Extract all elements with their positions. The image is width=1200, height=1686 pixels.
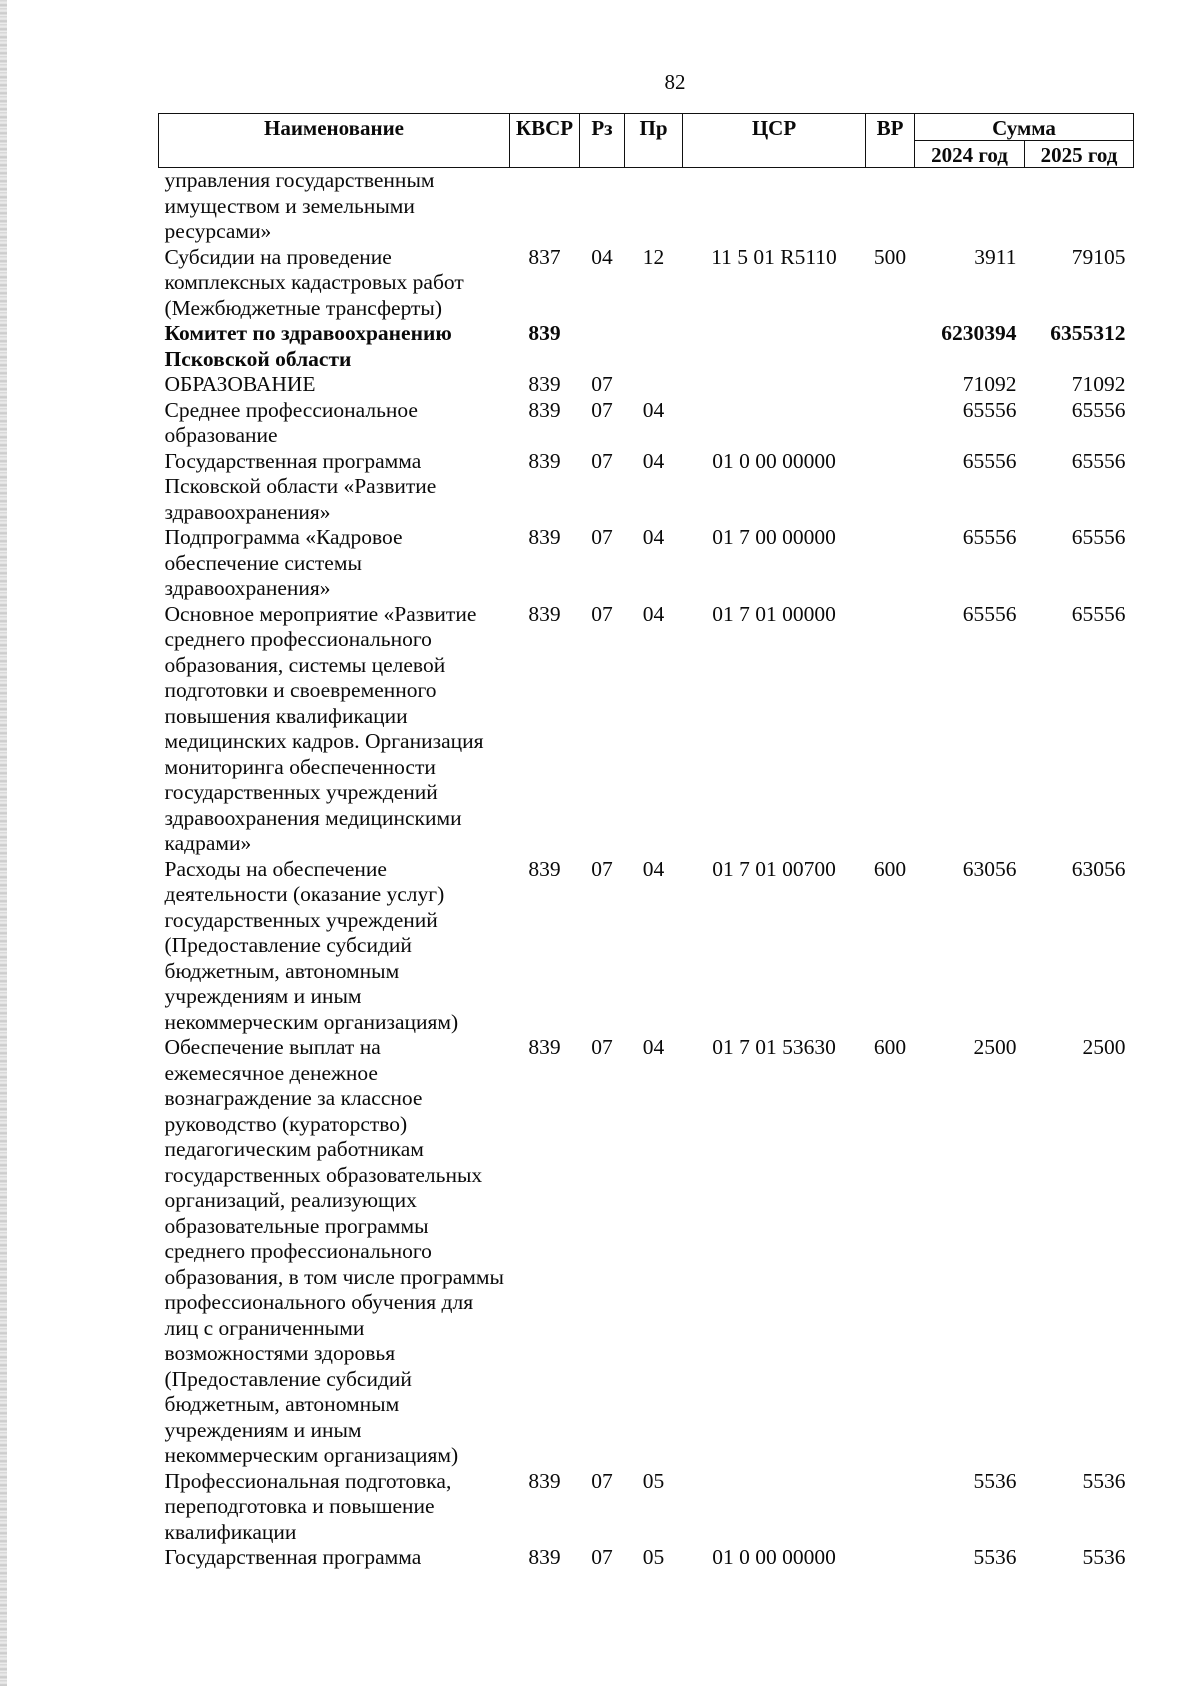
table-row bbox=[159, 1035, 1134, 1469]
cell-kvsr: 839 bbox=[528, 601, 561, 626]
header-year-2024: 2024 год bbox=[915, 141, 1025, 168]
cell-sum-2025: 5536 bbox=[1082, 1468, 1126, 1493]
cell-csr: 01 7 01 00000 bbox=[712, 601, 836, 626]
table-row bbox=[159, 372, 1134, 398]
cell-vr bbox=[866, 398, 915, 449]
cell-kvsr: 839 bbox=[528, 372, 561, 396]
cell-sum-2024: 5536 bbox=[973, 1468, 1017, 1493]
cell-pr: 04 bbox=[642, 856, 665, 881]
cell-sum-2025: 65556 bbox=[1071, 397, 1126, 422]
cell-pr bbox=[625, 372, 683, 398]
cell-kvsr bbox=[510, 168, 580, 245]
cell-rz: 07 bbox=[591, 525, 613, 549]
cell-csr: 01 0 00 00000 bbox=[712, 448, 836, 473]
cell-rz: 07 bbox=[591, 1035, 613, 1059]
cell-csr bbox=[683, 398, 866, 449]
cell-sum-2025: 71092 bbox=[1071, 372, 1126, 396]
cell-pr: 04 bbox=[642, 525, 665, 549]
page-number: 82 bbox=[664, 70, 686, 94]
table-row bbox=[159, 168, 1134, 245]
header-kvsr: КВСР bbox=[510, 114, 580, 168]
cell-sum-2024: 5536 bbox=[973, 1545, 1017, 1569]
cell-vr bbox=[866, 602, 915, 857]
header-pr: Пр bbox=[625, 114, 683, 168]
cell-name: Субсидии на проведение комплексных кадастровых работ (Межбюджетные трансферты) bbox=[164, 244, 464, 320]
cell-name: ОБРАЗОВАНИЕ bbox=[164, 372, 316, 396]
cell-vr bbox=[866, 1469, 915, 1546]
cell-sum-2025: 2500 bbox=[1082, 1035, 1126, 1059]
cell-sum-2025: 63056 bbox=[1071, 856, 1126, 881]
cell-sum-2024: 65556 bbox=[962, 601, 1017, 626]
cell-pr: 04 bbox=[642, 448, 665, 473]
cell-vr bbox=[866, 525, 915, 602]
table-row bbox=[159, 245, 1134, 322]
cell-name: Обеспечение выплат на ежемесячное денежное вознаграждение за классное руководство (кураторство) педагогическим работникам государственных образовательных организаций, реализующих образовательные программы среднего профессионального образования, в том числе программы профессионального обучения для лиц с ограниченными возможностями здоровья (Предоставление субсидий бюджетным, автономным учреждениям и иным некоммерческим организациям) bbox=[164, 1035, 504, 1467]
cell-sum-2025 bbox=[1025, 168, 1134, 245]
cell-kvsr: 839 bbox=[528, 321, 561, 345]
header-name: Наименование bbox=[159, 114, 510, 168]
cell-vr bbox=[866, 168, 915, 245]
table-row bbox=[159, 525, 1134, 602]
table-row bbox=[159, 1469, 1134, 1546]
cell-vr: 600 bbox=[873, 1035, 907, 1059]
cell-rz: 07 bbox=[591, 1545, 613, 1569]
cell-name: Комитет по здравоохранению Псковской области bbox=[164, 321, 452, 371]
table-row bbox=[159, 321, 1134, 372]
cell-pr: 12 bbox=[642, 244, 665, 269]
cell-sum-2024 bbox=[915, 168, 1025, 245]
cell-vr bbox=[866, 321, 915, 372]
cell-kvsr: 839 bbox=[528, 856, 561, 881]
header-sum: Сумма bbox=[915, 114, 1134, 141]
cell-sum-2025: 6355312 bbox=[1050, 321, 1126, 345]
table-row bbox=[159, 398, 1134, 449]
cell-kvsr: 839 bbox=[528, 1545, 561, 1569]
cell-pr bbox=[625, 168, 683, 245]
header-vr: ВР bbox=[866, 114, 915, 168]
cell-sum-2024: 6230394 bbox=[941, 321, 1017, 345]
table-row bbox=[159, 602, 1134, 857]
cell-pr: 04 bbox=[642, 1035, 665, 1059]
cell-pr: 04 bbox=[642, 601, 665, 626]
cell-vr: 500 bbox=[873, 244, 907, 269]
cell-kvsr: 839 bbox=[528, 1468, 561, 1493]
cell-kvsr: 839 bbox=[528, 448, 561, 473]
cell-sum-2025: 65556 bbox=[1071, 525, 1126, 549]
cell-csr: 11 5 01 R5110 bbox=[711, 244, 837, 269]
cell-csr: 01 7 01 00700 bbox=[712, 856, 836, 881]
cell-rz: 07 bbox=[591, 372, 613, 396]
cell-pr bbox=[625, 321, 683, 372]
cell-csr bbox=[683, 372, 866, 398]
cell-name: Профессиональная подготовка, переподготовка и повышение квалификации bbox=[164, 1468, 452, 1544]
header-rz: Рз bbox=[580, 114, 625, 168]
cell-name: Среднее профессиональное образование bbox=[164, 397, 418, 447]
cell-sum-2025: 5536 bbox=[1082, 1545, 1126, 1569]
cell-sum-2024: 2500 bbox=[973, 1035, 1017, 1059]
cell-kvsr: 839 bbox=[528, 397, 561, 422]
cell-pr: 04 bbox=[642, 397, 665, 422]
header-year-2025: 2025 год bbox=[1025, 141, 1134, 168]
cell-sum-2024: 65556 bbox=[962, 397, 1017, 422]
cell-vr bbox=[866, 1545, 915, 1571]
cell-rz: 07 bbox=[591, 601, 613, 626]
cell-name: Государственная программа Псковской области «Развитие здравоохранения» bbox=[164, 448, 437, 524]
cell-sum-2025: 65556 bbox=[1071, 601, 1126, 626]
cell-sum-2025: 79105 bbox=[1071, 244, 1126, 269]
cell-csr bbox=[683, 321, 866, 372]
cell-rz: 07 bbox=[591, 856, 613, 881]
budget-table bbox=[158, 113, 1134, 1571]
cell-kvsr: 837 bbox=[528, 244, 561, 269]
cell-name: управления государственным имуществом и земельными ресурсами» bbox=[164, 168, 435, 243]
cell-sum-2024: 65556 bbox=[962, 448, 1017, 473]
cell-rz: 07 bbox=[591, 448, 613, 473]
cell-sum-2024: 71092 bbox=[962, 372, 1017, 396]
cell-name: Подпрограмма «Кадровое обеспечение системы здравоохранения» bbox=[164, 525, 403, 600]
cell-kvsr: 839 bbox=[528, 1035, 561, 1059]
cell-vr bbox=[866, 449, 915, 526]
cell-sum-2025: 65556 bbox=[1071, 448, 1126, 473]
cell-csr bbox=[683, 1469, 866, 1546]
cell-csr: 01 7 00 00000 bbox=[712, 525, 836, 549]
cell-kvsr: 839 bbox=[528, 525, 561, 549]
cell-csr: 01 0 00 00000 bbox=[712, 1545, 836, 1569]
table-row bbox=[159, 1545, 1134, 1571]
cell-sum-2024: 63056 bbox=[962, 856, 1017, 881]
cell-sum-2024: 3911 bbox=[974, 244, 1017, 269]
cell-sum-2024: 65556 bbox=[962, 525, 1017, 549]
cell-vr bbox=[866, 372, 915, 398]
cell-rz: 07 bbox=[591, 397, 613, 422]
cell-rz: 04 bbox=[591, 244, 613, 269]
table-header bbox=[159, 114, 1134, 168]
cell-name: Расходы на обеспечение деятельности (оказание услуг) государственных учреждений (Предоставление субсидий бюджетным, автономным учреждениям и иным некоммерческим организациям) bbox=[164, 856, 459, 1034]
cell-rz bbox=[580, 168, 625, 245]
cell-name: Государственная программа bbox=[164, 1545, 422, 1569]
cell-pr: 05 bbox=[642, 1545, 665, 1569]
table-row bbox=[159, 449, 1134, 526]
cell-rz bbox=[580, 321, 625, 372]
cell-pr: 05 bbox=[642, 1468, 665, 1493]
cell-name: Основное мероприятие «Развитие среднего профессионального образования, системы целевой подготовки и своевременного повышения квалификации медицинских кадров. Организация мониторинга обеспеченности государственных учреждений здравоохранения медицинскими кадрами» bbox=[164, 601, 484, 855]
cell-vr: 600 bbox=[873, 856, 907, 881]
table-row bbox=[159, 857, 1134, 1036]
scan-edge bbox=[0, 0, 7, 1686]
table-body bbox=[159, 168, 1134, 1571]
cell-csr bbox=[683, 168, 866, 245]
cell-rz: 07 bbox=[591, 1468, 613, 1493]
cell-csr: 01 7 01 53630 bbox=[712, 1035, 836, 1059]
header-csr: ЦСР bbox=[683, 114, 866, 168]
